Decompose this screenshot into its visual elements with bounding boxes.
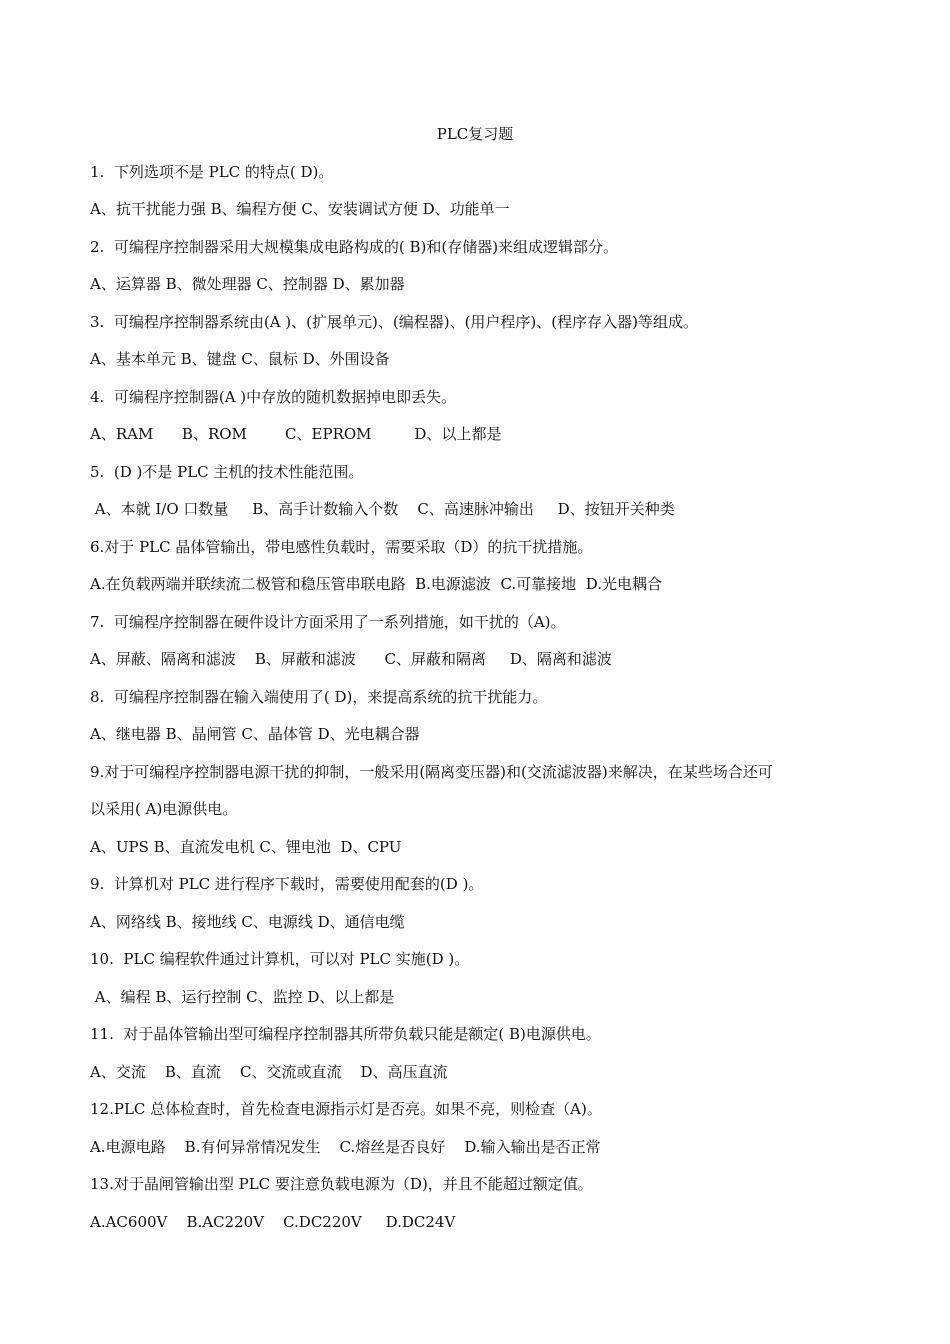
question-9b: 9. 计算机对 PLC 进行程序下载时，需要使用配套的(D )。 xyxy=(90,875,484,893)
question-12: 12.PLC 总体检查时，首先检查电源指示灯是否亮。如果不亮，则检查（A)。 xyxy=(90,1100,602,1118)
question-2: 2. 可编程序控制器采用大规模集成电路构成的( B)和(存储器)来组成逻辑部分。 xyxy=(90,237,619,256)
question-6: 6.对于 PLC 晶体管输出，带电感性负载时，需要采取（D）的抗干扰措施。 xyxy=(90,537,593,556)
question-3-options: A、基本单元 B、键盘 C、鼠标 D、外围设备 xyxy=(90,350,390,368)
question-9a: 9.对于可编程序控制器电源干扰的抑制，一般采用(隔离变压器)和(交流滤波器)来解决，在某些场合还可 xyxy=(90,762,773,781)
question-3: 3. 可编程序控制器系统由(A )、(扩展单元)、(编程器)、(用户程序)、(程序存入器)等组成。 xyxy=(90,312,698,331)
question-7-options: A、屏蔽、隔离和滤波 B、屏蔽和滤波 C、屏蔽和隔离 D、隔离和滤波 xyxy=(90,650,612,668)
question-12-options: A.电源电路 B.有何异常情况发生 C.熔丝是否良好 D.输入输出是否正常 xyxy=(90,1137,601,1156)
question-list xyxy=(90,158,890,1246)
question-4: 4. 可编程序控制器(A )中存放的随机数据掉电即丢失。 xyxy=(90,387,457,406)
question-13-options: A.AC600V B.AC220V C.DC220V D.DC24V xyxy=(90,1212,456,1231)
question-1-options: A、抗干扰能力强 B、编程方便 C、安装调试方便 D、功能单一 xyxy=(90,200,510,218)
question-5: 5. (D )不是 PLC 主机的技术性能范围。 xyxy=(90,462,364,481)
question-7: 7. 可编程序控制器在硬件设计方面采用了一系列措施，如干扰的（A)。 xyxy=(90,612,566,631)
question-9b-options: A、网络线 B、接地线 C、电源线 D、通信电缆 xyxy=(90,912,405,931)
question-9a-continuation: 以采用( A)电源供电。 xyxy=(90,800,238,818)
question-8-options: A、继电器 B、晶闸管 C、晶体管 D、光电耦合器 xyxy=(90,725,420,743)
question-11-options: A、交流 B、直流 C、交流或直流 D、高压直流 xyxy=(90,1062,448,1081)
question-10: 10. PLC 编程软件通过计算机，可以对 PLC 实施(D )。 xyxy=(90,950,470,968)
question-5-options: A、本就 I/O 口数量 B、高手计数输入个数 C、高速脉冲输出 D、按钮开关种类 xyxy=(90,500,675,518)
question-13: 13.对于晶闸管输出型 PLC 要注意负载电源为（D)，并且不能超过额定值。 xyxy=(90,1175,593,1193)
question-11: 11. 对于晶体管输出型可编程序控制器其所带负载只能是额定( B)电源供电。 xyxy=(90,1025,601,1043)
question-1: 1. 下列选项不是 PLC 的特点( D)。 xyxy=(90,162,334,181)
question-6-options: A.在负载两端并联续流二极管和稳压管串联电路 B.电源滤波 C.可靠接地 D.光电耦合 xyxy=(90,575,662,593)
question-10-options: A、编程 B、运行控制 C、监控 D、以上都是 xyxy=(90,987,395,1006)
question-2-options: A、运算器 B、微处理器 C、控制器 D、累加器 xyxy=(90,275,405,293)
question-4-options: A、RAM B、ROM C、EPROM D、以上都是 xyxy=(90,425,502,443)
question-9a-options: A、UPS B、直流发电机 C、锂电池 D、CPU xyxy=(90,837,402,856)
question-8: 8. 可编程序控制器在输入端使用了( D)，来提高系统的抗干扰能力。 xyxy=(90,687,548,706)
page-title: PLC复习题 xyxy=(436,125,514,143)
